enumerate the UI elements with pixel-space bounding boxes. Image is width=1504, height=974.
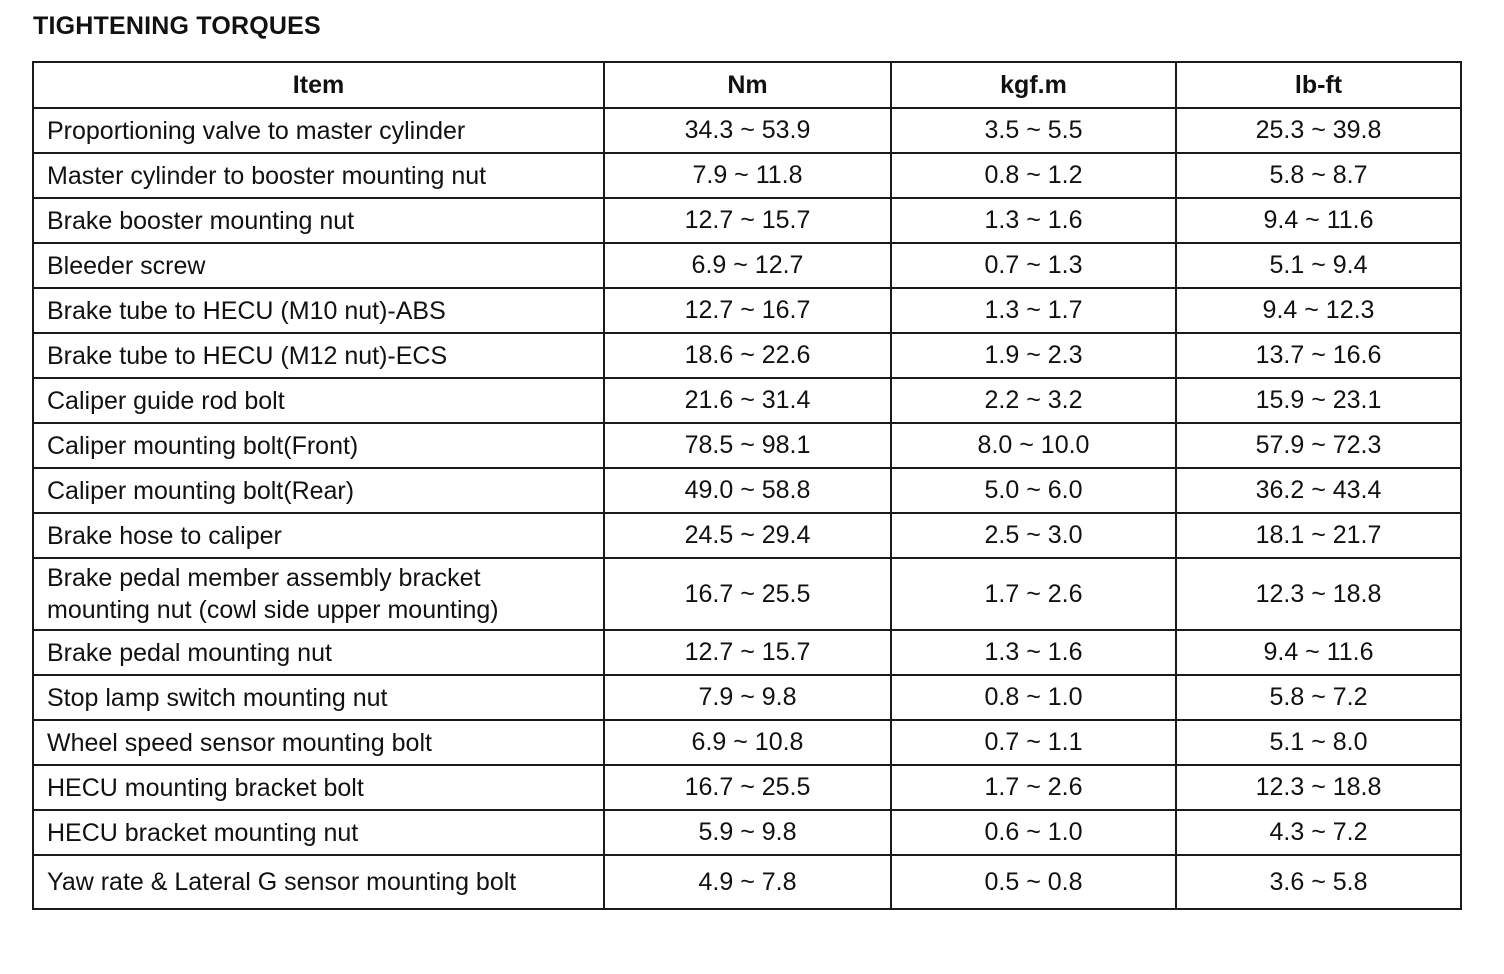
table-row bbox=[33, 333, 1461, 378]
table-header-row bbox=[33, 62, 1461, 108]
lbft-cell: 5.1 ~ 8.0 bbox=[1176, 720, 1461, 765]
item-cell bbox=[33, 198, 604, 243]
table-row bbox=[33, 423, 1461, 468]
table-row bbox=[33, 720, 1461, 765]
nm-cell: 16.7 ~ 25.5 bbox=[604, 765, 891, 810]
nm-cell: 6.9 ~ 10.8 bbox=[604, 720, 891, 765]
item-text: Brake tube to HECU (M12 nut)-ECS bbox=[47, 341, 448, 370]
kgfm-cell: 0.5 ~ 0.8 bbox=[891, 855, 1176, 909]
kgfm-cell: 0.8 ~ 1.0 bbox=[891, 675, 1176, 720]
table-row bbox=[33, 810, 1461, 855]
nm-cell: 12.7 ~ 16.7 bbox=[604, 288, 891, 333]
lbft-cell: 18.1 ~ 21.7 bbox=[1176, 513, 1461, 558]
item-cell bbox=[33, 675, 604, 720]
nm-cell: 18.6 ~ 22.6 bbox=[604, 333, 891, 378]
item-text: Master cylinder to booster mounting nut bbox=[47, 161, 487, 190]
torque-table bbox=[32, 61, 1462, 910]
nm-cell: 7.9 ~ 9.8 bbox=[604, 675, 891, 720]
kgfm-cell: 0.7 ~ 1.3 bbox=[891, 243, 1176, 288]
table-row bbox=[33, 855, 1461, 909]
column-header-item: Item bbox=[33, 62, 604, 108]
lbft-cell: 5.8 ~ 8.7 bbox=[1176, 153, 1461, 198]
table-row bbox=[33, 558, 1461, 630]
table-row bbox=[33, 243, 1461, 288]
kgfm-cell: 1.3 ~ 1.7 bbox=[891, 288, 1176, 333]
item-text: Brake tube to HECU (M10 nut)-ABS bbox=[47, 296, 446, 325]
lbft-cell: 9.4 ~ 12.3 bbox=[1176, 288, 1461, 333]
item-text: Caliper mounting bolt(Rear) bbox=[47, 476, 355, 505]
item-cell bbox=[33, 630, 604, 675]
lbft-cell: 13.7 ~ 16.6 bbox=[1176, 333, 1461, 378]
kgfm-cell: 0.7 ~ 1.1 bbox=[891, 720, 1176, 765]
item-text: Proportioning valve to master cylinder bbox=[47, 116, 466, 145]
table-row bbox=[33, 378, 1461, 423]
table-row bbox=[33, 288, 1461, 333]
item-text: HECU mounting bracket bolt bbox=[47, 773, 364, 802]
kgfm-cell: 3.5 ~ 5.5 bbox=[891, 108, 1176, 153]
item-text: Yaw rate & Lateral G sensor mounting bolt bbox=[47, 868, 517, 896]
nm-cell: 12.7 ~ 15.7 bbox=[604, 630, 891, 675]
nm-cell: 12.7 ~ 15.7 bbox=[604, 198, 891, 243]
lbft-cell: 5.1 ~ 9.4 bbox=[1176, 243, 1461, 288]
item-cell bbox=[33, 855, 604, 909]
nm-cell: 21.6 ~ 31.4 bbox=[604, 378, 891, 423]
item-cell bbox=[33, 468, 604, 513]
item-text: Brake pedal member assembly bracket bbox=[47, 564, 481, 592]
lbft-cell: 36.2 ~ 43.4 bbox=[1176, 468, 1461, 513]
item-text: Stop lamp switch mounting nut bbox=[47, 683, 388, 712]
nm-cell: 34.3 ~ 53.9 bbox=[604, 108, 891, 153]
item-text: Bleeder screw bbox=[47, 251, 206, 280]
kgfm-cell: 1.7 ~ 2.6 bbox=[891, 558, 1176, 630]
kgfm-cell: 1.9 ~ 2.3 bbox=[891, 333, 1176, 378]
table-row bbox=[33, 108, 1461, 153]
table-row bbox=[33, 198, 1461, 243]
item-cell bbox=[33, 243, 604, 288]
nm-cell: 5.9 ~ 9.8 bbox=[604, 810, 891, 855]
item-text: Brake pedal mounting nut bbox=[47, 638, 332, 667]
column-header-lbft: lb-ft bbox=[1176, 62, 1461, 108]
kgfm-cell: 1.3 ~ 1.6 bbox=[891, 198, 1176, 243]
nm-cell: 6.9 ~ 12.7 bbox=[604, 243, 891, 288]
kgfm-cell: 0.8 ~ 1.2 bbox=[891, 153, 1176, 198]
lbft-cell: 9.4 ~ 11.6 bbox=[1176, 198, 1461, 243]
kgfm-cell: 1.7 ~ 2.6 bbox=[891, 765, 1176, 810]
lbft-cell: 25.3 ~ 39.8 bbox=[1176, 108, 1461, 153]
kgfm-cell: 8.0 ~ 10.0 bbox=[891, 423, 1176, 468]
lbft-cell: 15.9 ~ 23.1 bbox=[1176, 378, 1461, 423]
lbft-cell: 9.4 ~ 11.6 bbox=[1176, 630, 1461, 675]
kgfm-cell: 0.6 ~ 1.0 bbox=[891, 810, 1176, 855]
item-cell bbox=[33, 558, 604, 630]
item-text: Brake hose to caliper bbox=[47, 521, 282, 550]
kgfm-cell: 1.3 ~ 1.6 bbox=[891, 630, 1176, 675]
table-row bbox=[33, 765, 1461, 810]
nm-cell: 7.9 ~ 11.8 bbox=[604, 153, 891, 198]
lbft-cell: 12.3 ~ 18.8 bbox=[1176, 558, 1461, 630]
item-cell bbox=[33, 765, 604, 810]
kgfm-cell: 2.2 ~ 3.2 bbox=[891, 378, 1176, 423]
table-row bbox=[33, 468, 1461, 513]
item-cell bbox=[33, 153, 604, 198]
lbft-cell: 5.8 ~ 7.2 bbox=[1176, 675, 1461, 720]
item-cell bbox=[33, 288, 604, 333]
nm-cell: 49.0 ~ 58.8 bbox=[604, 468, 891, 513]
item-cell bbox=[33, 378, 604, 423]
item-cell bbox=[33, 720, 604, 765]
item-cell bbox=[33, 108, 604, 153]
table-row bbox=[33, 630, 1461, 675]
lbft-cell: 4.3 ~ 7.2 bbox=[1176, 810, 1461, 855]
kgfm-cell: 5.0 ~ 6.0 bbox=[891, 468, 1176, 513]
item-text: Caliper mounting bolt(Front) bbox=[47, 431, 359, 460]
item-cell bbox=[33, 810, 604, 855]
lbft-cell: 12.3 ~ 18.8 bbox=[1176, 765, 1461, 810]
table-row bbox=[33, 153, 1461, 198]
page-title: TIGHTENING TORQUES bbox=[33, 12, 321, 40]
nm-cell: 78.5 ~ 98.1 bbox=[604, 423, 891, 468]
kgfm-cell: 2.5 ~ 3.0 bbox=[891, 513, 1176, 558]
table-body bbox=[33, 108, 1461, 909]
item-cell bbox=[33, 333, 604, 378]
item-cell bbox=[33, 513, 604, 558]
item-text: Caliper guide rod bolt bbox=[47, 386, 285, 415]
nm-cell: 16.7 ~ 25.5 bbox=[604, 558, 891, 630]
table-row bbox=[33, 675, 1461, 720]
item-text: Brake booster mounting nut bbox=[47, 206, 355, 235]
column-header-kgfm: kgf.m bbox=[891, 62, 1176, 108]
table-row bbox=[33, 513, 1461, 558]
column-header-nm: Nm bbox=[604, 62, 891, 108]
item-cell bbox=[33, 423, 604, 468]
nm-cell: 4.9 ~ 7.8 bbox=[604, 855, 891, 909]
lbft-cell: 57.9 ~ 72.3 bbox=[1176, 423, 1461, 468]
nm-cell: 24.5 ~ 29.4 bbox=[604, 513, 891, 558]
item-text: Wheel speed sensor mounting bolt bbox=[47, 728, 432, 757]
item-text: mounting nut (cowl side upper mounting) bbox=[47, 596, 499, 624]
item-text: HECU bracket mounting nut bbox=[47, 818, 359, 847]
lbft-cell: 3.6 ~ 5.8 bbox=[1176, 855, 1461, 909]
